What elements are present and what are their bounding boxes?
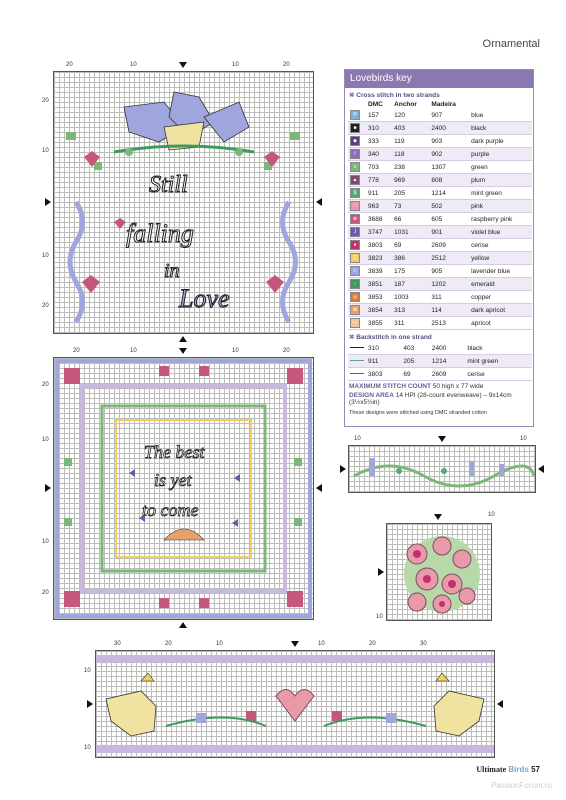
- key-title: Lovebirds key: [345, 70, 533, 88]
- color-name: plum: [469, 174, 532, 187]
- ruler-label: 10: [84, 745, 91, 751]
- key-row: [348, 252, 532, 265]
- key-row: [348, 265, 532, 278]
- madeira-value: 2400: [430, 342, 465, 355]
- page-number: 57: [531, 765, 540, 774]
- madeira-value: 2513: [429, 317, 469, 330]
- small-strip-motif: [349, 446, 535, 492]
- dmc-value: 3839: [366, 265, 392, 278]
- key-row: [348, 187, 532, 200]
- ruler-label: 10: [318, 641, 325, 647]
- dmc-value: 3823: [366, 252, 392, 265]
- color-name: cerise: [465, 368, 532, 381]
- ruler-label: 30: [420, 641, 427, 647]
- anchor-value: 205: [392, 187, 429, 200]
- key-row: [348, 174, 532, 187]
- center-arrow: [538, 465, 544, 473]
- madeira-value: 907: [429, 109, 469, 122]
- dmc-value: 3747: [366, 226, 392, 239]
- center-arrow: [179, 348, 187, 354]
- stitch-symbol: Z: [350, 253, 360, 263]
- magazine-title: Ultimate: [476, 765, 507, 774]
- color-name: black: [469, 122, 532, 135]
- color-name: emerald: [469, 278, 532, 291]
- ruler-label: 20: [66, 62, 73, 68]
- color-name: raspberry pink: [469, 213, 532, 226]
- col-dmc: DMC: [368, 101, 383, 108]
- color-name: mint green: [469, 187, 532, 200]
- ruler-label: 10: [42, 539, 49, 545]
- color-name: purple: [469, 148, 532, 161]
- color-name: copper: [469, 291, 532, 304]
- madeira-value: 2609: [430, 368, 465, 381]
- anchor-value: 66: [392, 213, 429, 226]
- best-word-1: The best: [144, 442, 205, 462]
- madeira-value: 1214: [429, 187, 469, 200]
- stitch-symbol: ●: [350, 240, 360, 250]
- key-row: [348, 342, 532, 355]
- center-arrow: [179, 62, 187, 68]
- center-arrow: [378, 568, 384, 576]
- center-arrow: [179, 336, 187, 342]
- stitch-symbol: —: [350, 318, 360, 328]
- backstitch-line: [350, 347, 364, 348]
- small-strip-chart: [348, 445, 536, 493]
- thread-note: These designs were stitched using DMC stranded cotton: [349, 410, 487, 416]
- stitch-symbol: ◎: [350, 292, 360, 302]
- anchor-value: 69: [401, 368, 430, 381]
- stitch-symbol: ↑: [350, 279, 360, 289]
- center-arrow: [316, 198, 322, 206]
- dmc-value: 778: [366, 174, 392, 187]
- roses-motif: [387, 524, 491, 620]
- ruler-label: 10: [216, 641, 223, 647]
- anchor-value: 118: [392, 148, 429, 161]
- anchor-value: 311: [392, 317, 429, 330]
- dmc-value: 911: [366, 187, 392, 200]
- madeira-value: 2609: [429, 239, 469, 252]
- dmc-value: 3803: [366, 239, 392, 252]
- dmc-value: 310: [366, 122, 392, 135]
- watermark: PassionForum.ru: [491, 781, 552, 790]
- center-arrow: [497, 700, 503, 708]
- madeira-value: 311: [429, 291, 469, 304]
- best-word-3: to come: [142, 500, 199, 520]
- madeira-value: 2400: [429, 122, 469, 135]
- anchor-value: 73: [392, 200, 429, 213]
- color-name: cerise: [469, 239, 532, 252]
- ruler-label: 10: [488, 512, 495, 518]
- long-border-chart: [95, 650, 495, 758]
- ruler-label: 20: [42, 303, 49, 309]
- dmc-value: 157: [366, 109, 392, 122]
- dmc-value: 3803: [366, 368, 401, 381]
- lovebirds-chart: [53, 71, 314, 334]
- anchor-value: 238: [392, 161, 429, 174]
- color-name: green: [469, 161, 532, 174]
- ruler-label: 20: [42, 590, 49, 596]
- stitch-symbol: ⊗: [350, 214, 360, 224]
- key-row: [348, 161, 532, 174]
- anchor-value: 403: [401, 342, 430, 355]
- lovebirds-word-2: falling: [126, 219, 194, 248]
- ruler-label: 10: [84, 668, 91, 674]
- ruler-label: 20: [165, 641, 172, 647]
- stitch-symbol: ■: [350, 123, 360, 133]
- madeira-value: 114: [429, 304, 469, 317]
- stitch-symbol: ⊂: [350, 266, 360, 276]
- anchor-value: 1031: [392, 226, 429, 239]
- key-row: [348, 109, 532, 122]
- key-row: [348, 278, 532, 291]
- color-name: violet blue: [469, 226, 532, 239]
- backstitch-line: [350, 373, 364, 374]
- key-row: [348, 148, 532, 161]
- anchor-value: 205: [401, 355, 430, 368]
- section-label: Ornamental: [482, 38, 540, 50]
- key-row: [348, 213, 532, 226]
- dmc-value: 333: [366, 135, 392, 148]
- key-row: [348, 304, 532, 317]
- madeira-value: 903: [429, 135, 469, 148]
- center-arrow: [45, 484, 51, 492]
- lovebirds-word-4: Love: [179, 284, 230, 313]
- madeira-value: 1202: [429, 278, 469, 291]
- anchor-value: 120: [392, 109, 429, 122]
- backstitch-heading: ✖ Backstitch in one strand: [349, 334, 432, 341]
- stitch-symbol: ∨: [350, 162, 360, 172]
- dmc-value: 340: [366, 148, 392, 161]
- color-name: apricot: [469, 317, 532, 330]
- stitch-symbol: ♡: [350, 201, 360, 211]
- center-arrow: [340, 465, 346, 473]
- madeira-value: 808: [429, 174, 469, 187]
- cross-stitch-heading: ✖ Cross stitch in two strands: [349, 92, 440, 99]
- lovebirds-motif: [54, 72, 313, 333]
- ruler-label: 10: [42, 148, 49, 154]
- key-row: [348, 135, 532, 148]
- max-stitch-count: MAXIMUM STITCH COUNT 50 high x 77 wide: [349, 383, 484, 390]
- ruler-label: 10: [42, 437, 49, 443]
- stitch-symbol: ✿: [350, 305, 360, 315]
- center-arrow: [438, 436, 446, 442]
- dmc-value: 703: [366, 161, 392, 174]
- col-anchor: Anchor: [394, 101, 417, 108]
- anchor-value: 187: [392, 278, 429, 291]
- dmc-value: 3855: [366, 317, 392, 330]
- stitch-symbol: P: [350, 110, 360, 120]
- anchor-value: 386: [392, 252, 429, 265]
- anchor-value: 313: [392, 304, 429, 317]
- key-row: [348, 226, 532, 239]
- key-row: [348, 368, 532, 381]
- col-madeira: Madeira: [431, 101, 456, 108]
- ruler-label: 20: [369, 641, 376, 647]
- ruler-label: 10: [130, 348, 137, 354]
- dmc-value: 911: [366, 355, 401, 368]
- ruler-label: 10: [232, 348, 239, 354]
- madeira-value: 605: [429, 213, 469, 226]
- color-name: yellow: [469, 252, 532, 265]
- backstitch-table: [348, 342, 532, 381]
- best-chart: [53, 357, 314, 620]
- center-arrow: [87, 700, 93, 708]
- ruler-label: 30: [114, 641, 121, 647]
- long-border-motif: [96, 651, 494, 757]
- ruler-label: 20: [73, 348, 80, 354]
- center-arrow: [316, 484, 322, 492]
- anchor-value: 175: [392, 265, 429, 278]
- center-arrow: [45, 198, 51, 206]
- key-row: [348, 200, 532, 213]
- dmc-value: 3688: [366, 213, 392, 226]
- ruler-label: 10: [354, 436, 361, 442]
- color-name: dark purple: [469, 135, 532, 148]
- lovebirds-word-1: Still: [149, 172, 188, 198]
- anchor-value: 969: [392, 174, 429, 187]
- dmc-value: 3851: [366, 278, 392, 291]
- ruler-label: 20: [283, 62, 290, 68]
- key-row: [348, 291, 532, 304]
- key-row: [348, 122, 532, 135]
- madeira-value: 1307: [429, 161, 469, 174]
- ruler-label: 10: [376, 614, 383, 620]
- madeira-value: 902: [429, 148, 469, 161]
- ruler-label: 20: [42, 382, 49, 388]
- ruler-label: 20: [42, 98, 49, 104]
- dmc-value: 310: [366, 342, 401, 355]
- ruler-label: 10: [130, 62, 137, 68]
- color-name: pink: [469, 200, 532, 213]
- madeira-value: 502: [429, 200, 469, 213]
- color-name: lavender blue: [469, 265, 532, 278]
- backstitch-line: [350, 360, 364, 361]
- page-footer: [476, 765, 540, 774]
- center-arrow: [434, 514, 442, 520]
- anchor-value: 403: [392, 122, 429, 135]
- best-motif: [54, 358, 313, 619]
- cross-stitch-table: [348, 100, 532, 330]
- dmc-value: 3854: [366, 304, 392, 317]
- dmc-value: 3853: [366, 291, 392, 304]
- dmc-value: 963: [366, 200, 392, 213]
- madeira-value: 905: [429, 265, 469, 278]
- color-name: black: [465, 342, 532, 355]
- ruler-label: 20: [283, 348, 290, 354]
- stitch-symbol: $: [350, 188, 360, 198]
- key-row: [348, 239, 532, 252]
- center-arrow: [291, 641, 299, 647]
- anchor-value: 69: [392, 239, 429, 252]
- lovebirds-word-3: in: [164, 260, 180, 282]
- stitch-symbol: ◆: [350, 136, 360, 146]
- stitch-symbol: J: [350, 227, 360, 237]
- anchor-value: 1003: [392, 291, 429, 304]
- madeira-value: 2512: [429, 252, 469, 265]
- ruler-label: 10: [520, 436, 527, 442]
- madeira-value: 1214: [430, 355, 465, 368]
- ruler-label: 10: [232, 62, 239, 68]
- stitch-symbol: I: [350, 149, 360, 159]
- key-row: [348, 317, 532, 330]
- stitch-symbol: ▲: [350, 175, 360, 185]
- magazine-title-birds: Birds: [508, 765, 529, 774]
- color-name: mint green: [465, 355, 532, 368]
- design-area: DESIGN AREA 14 HPI (28-count evenweave) – 9x14cm (3½x5½in): [349, 392, 512, 406]
- color-name: blue: [469, 109, 532, 122]
- color-name: dark apricot: [469, 304, 532, 317]
- anchor-value: 119: [392, 135, 429, 148]
- best-word-2: is yet: [154, 470, 192, 490]
- key-row: [348, 355, 532, 368]
- madeira-value: 901: [429, 226, 469, 239]
- ruler-label: 10: [42, 253, 49, 259]
- roses-chart: [386, 523, 492, 621]
- lovebirds-key: [344, 69, 534, 427]
- center-arrow: [179, 622, 187, 628]
